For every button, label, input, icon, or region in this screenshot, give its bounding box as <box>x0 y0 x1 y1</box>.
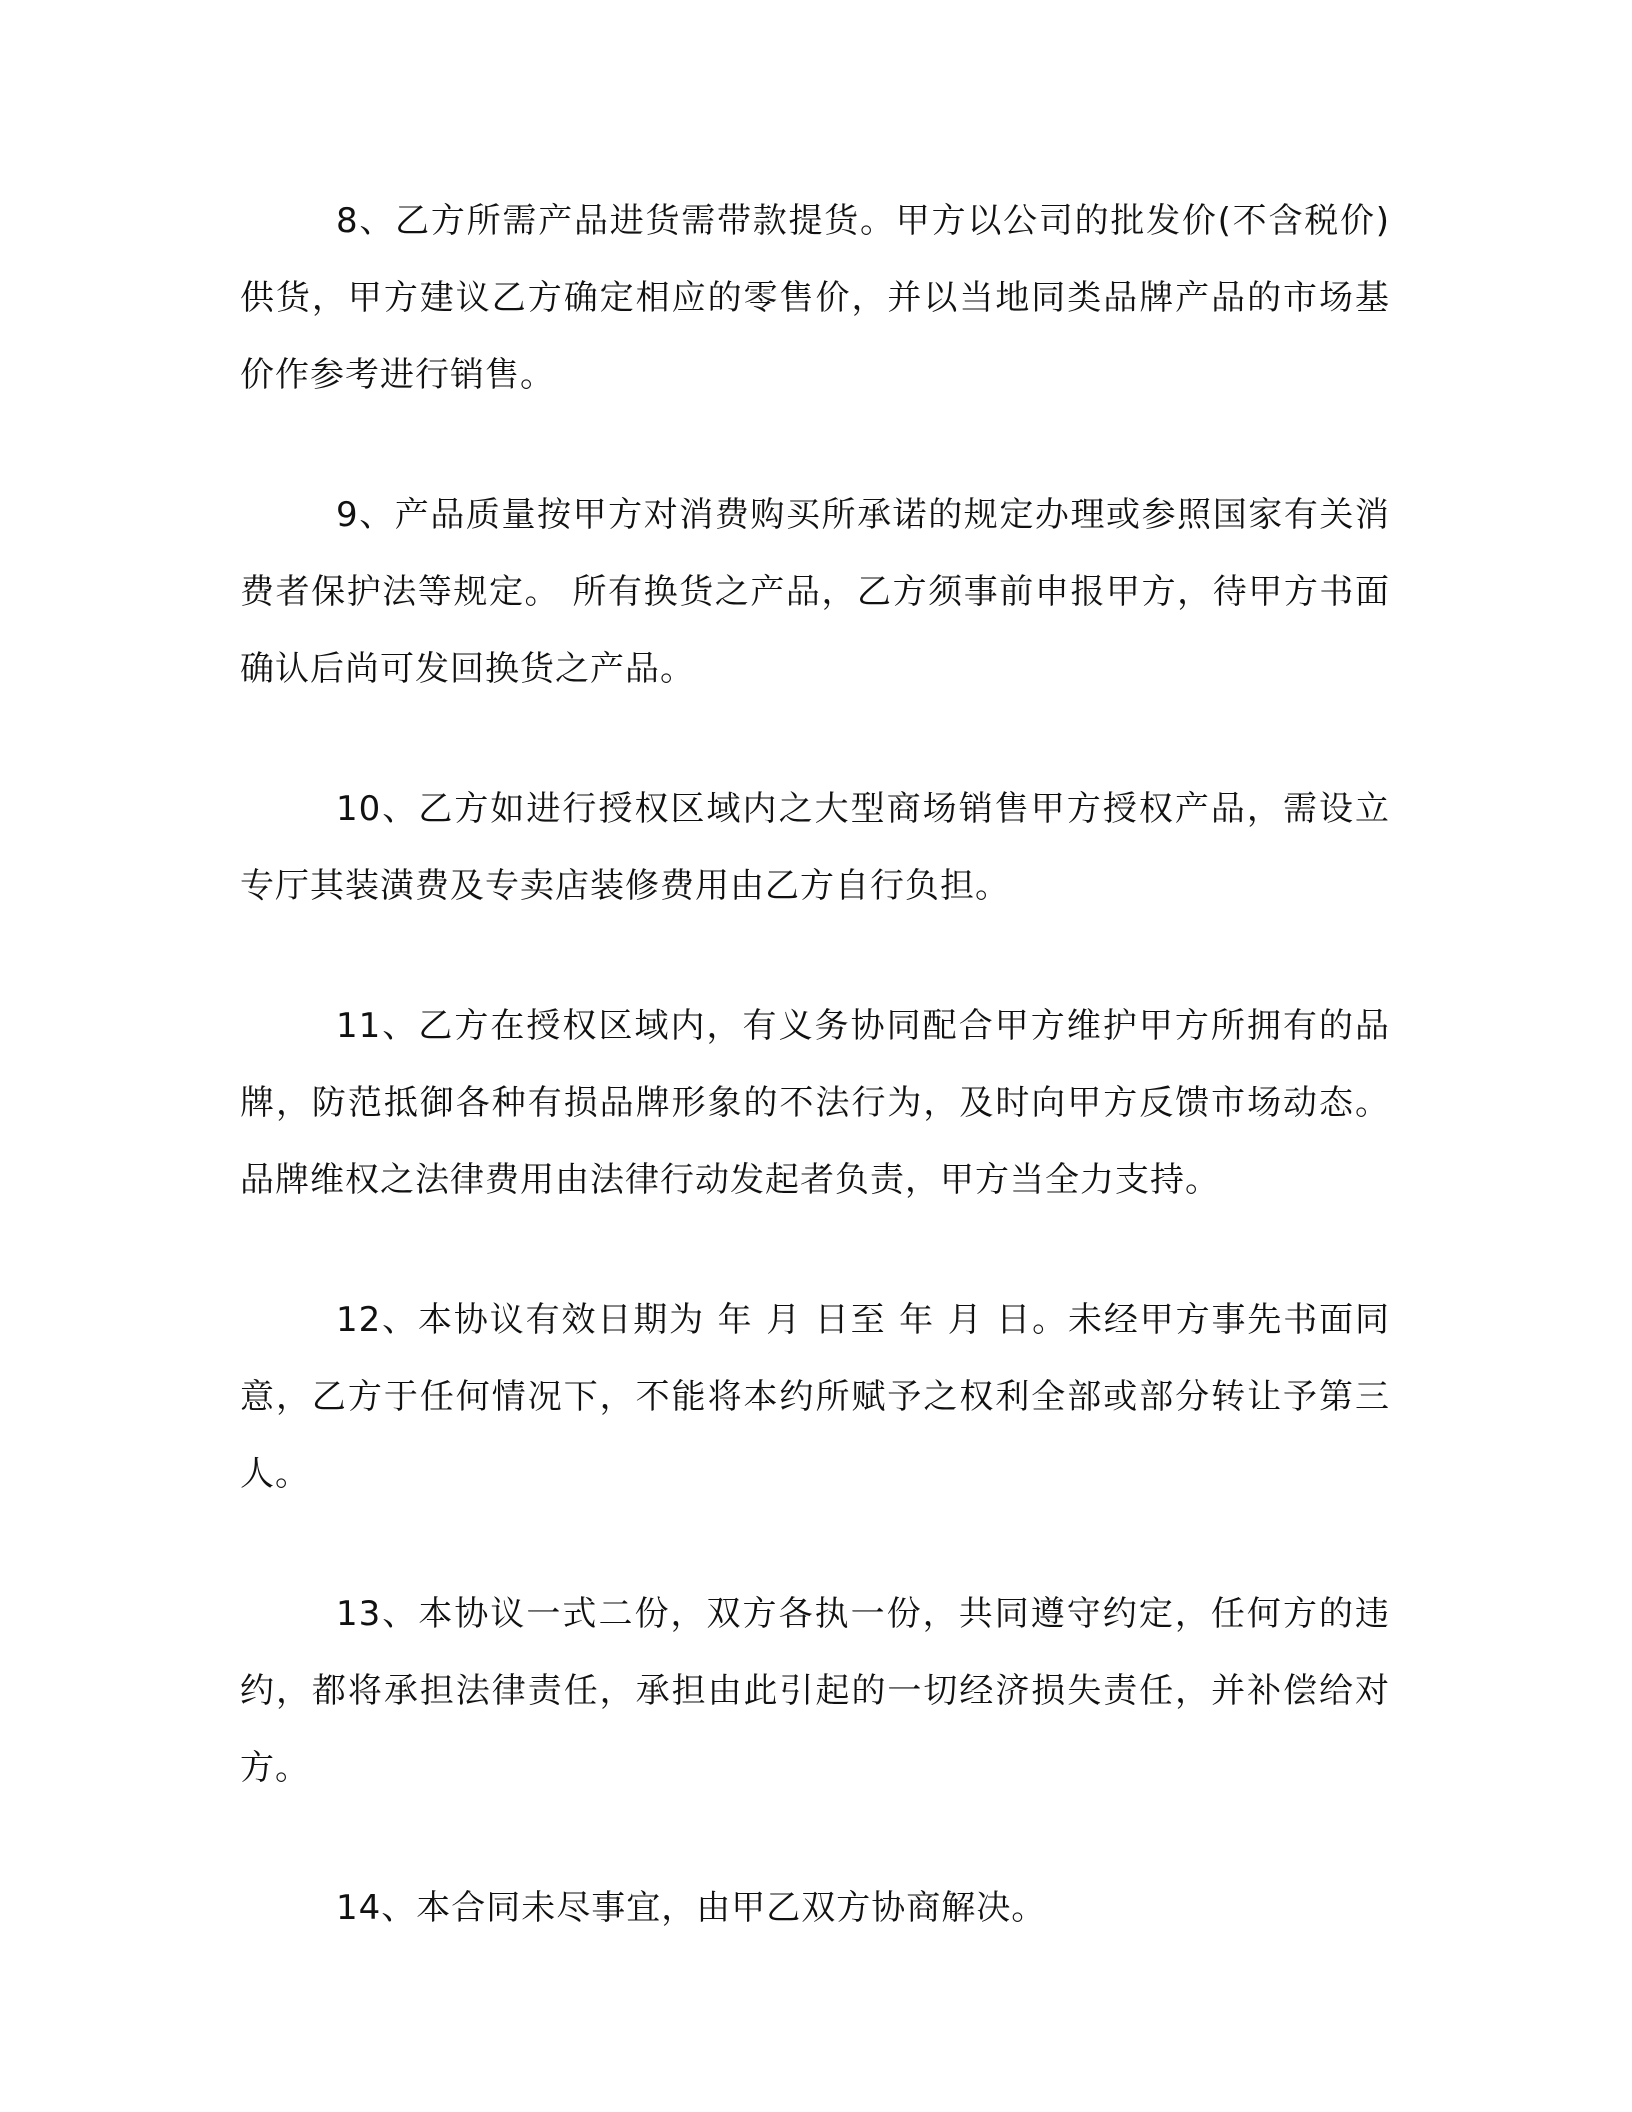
document-body <box>240 183 1390 2010</box>
clause-13: 13、本协议一式二份，双方各执一份，共同遵守约定，任何方的违约，都将承担法律责任，承担由此引起的一切经济损失责任，并补偿给对方。 <box>240 1594 1390 1788</box>
clause-12: 12、本协议有效日期为 年 月 日至 年 月 日。未经甲方事先书面同意，乙方于任何情况下，不能将本约所赋予之权利全部或部分转让予第三人。 <box>240 1300 1390 1494</box>
clause-8: 8、乙方所需产品进货需带款提货。甲方以公司的批发价(不含税价)供货，甲方建议乙方确定相应的零售价，并以当地同类品牌产品的市场基价作参考进行销售。 <box>240 201 1390 395</box>
clause-9: 9、产品质量按甲方对消费购买所承诺的规定办理或参照国家有关消费者保护法等规定。 所有换货之产品，乙方须事前申报甲方，待甲方书面确认后尚可发回换货之产品。 <box>240 495 1390 689</box>
clause-11: 11、乙方在授权区域内，有义务协同配合甲方维护甲方所拥有的品牌，防范抵御各种有损品牌形象的不法行为，及时向甲方反馈市场动态。品牌维权之法律费用由法律行动发起者负责，甲方当全力支持。 <box>240 1006 1390 1200</box>
clause-10: 10、乙方如进行授权区域内之大型商场销售甲方授权产品，需设立专厅其装潢费及专卖店装修费用由乙方自行负担。 <box>240 789 1390 906</box>
clause-14: 14、本合同未尽事宜，由甲乙双方协商解决。 <box>336 1888 1047 1928</box>
